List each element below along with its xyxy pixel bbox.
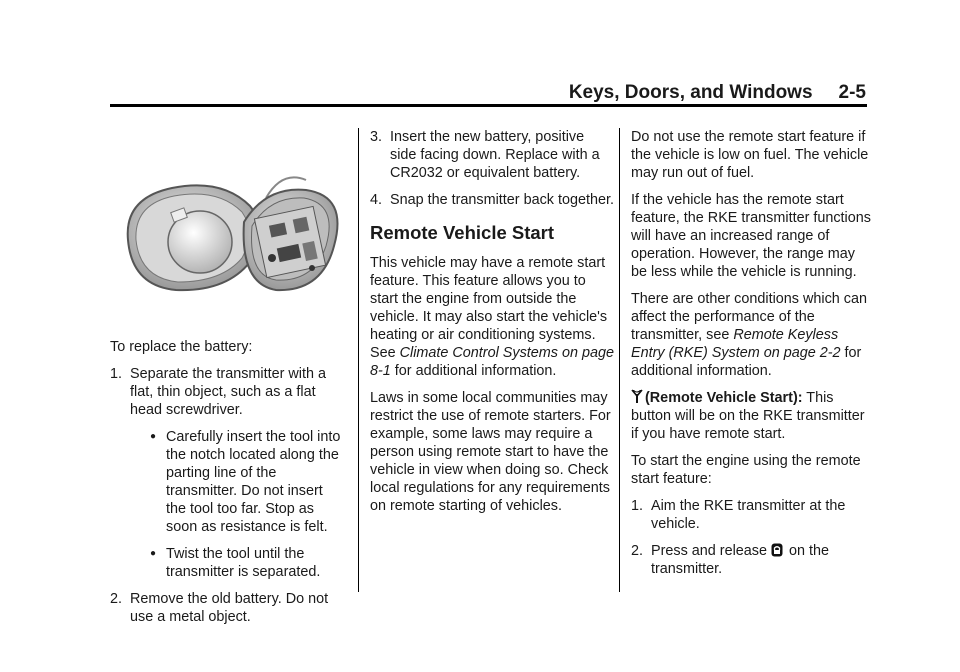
bullet-2 (110, 545, 345, 581)
step-text: Aim the RKE transmitter at the vehicle. (651, 498, 846, 532)
step-text: Remove the old battery. Do not use a metal object. (130, 591, 329, 625)
step-number: 2. (631, 543, 644, 559)
bullet-text: Carefully insert the tool into the notch located along the parting line of the transmitter. Do not insert the tool too far. Stop as soon as resistance is felt. (166, 429, 341, 535)
lock-icon (771, 543, 783, 557)
paragraph-2: Laws in some local communities may restrict the use of remote starters. For example, some laws may require a person using remote start to have the vehicle in view when doing so. Check local regulations for any requirements on remote starting of vehicles. (370, 390, 611, 514)
section-title: Keys, Doors, and Windows (568, 82, 813, 103)
paragraph-3: There are other conditions which can affect the performance of the transmitter, see Remote Keyless Entry (RKE) System on page 2-2 for additional information. (631, 291, 867, 379)
step-1 (631, 497, 871, 533)
column-1 (110, 158, 345, 635)
step-3 (370, 128, 614, 182)
step-number: 4. (370, 192, 383, 208)
column-2 (370, 128, 614, 524)
transmitter-illustration (110, 158, 344, 318)
header-rule (110, 104, 867, 107)
step-number: 2. (110, 591, 123, 607)
bullet-icon: ● (150, 431, 157, 442)
step-1 (110, 365, 345, 419)
step-4 (370, 191, 614, 209)
bullet-text: Twist the tool until the transmitter is separated. (166, 546, 321, 580)
page-number: 2-5 (838, 82, 866, 103)
column-3 (631, 128, 871, 587)
paragraph-4: (Remote Vehicle Start): This button will be on the RKE transmitter if you have remote start. (631, 390, 865, 442)
paragraph-5: To start the engine using the remote start feature: (631, 453, 861, 487)
button-label: (Remote Vehicle Start): (645, 390, 803, 406)
section-heading: Remote Vehicle Start (370, 222, 555, 243)
cross-reference-link[interactable]: Remote Keyless Entry (RKE) System on page 2-2 (631, 327, 841, 361)
paragraph-1: This vehicle may have a remote start feature. This feature allows you to start the engine from outside the vehicle. It may also start the vehicle's heating or air conditioning systems. See Climate Control Systems on page 8-1 for additional information. (370, 255, 614, 379)
paragraph-1: Do not use the remote start feature if the vehicle is low on fuel. The vehicle may run out of fuel. (631, 129, 869, 181)
page-header (569, 82, 866, 104)
cross-reference-link[interactable]: Climate Control Systems on page 8-1 (370, 345, 614, 379)
bullet-icon: ● (150, 548, 157, 559)
step-text: Snap the transmitter back together. (390, 192, 614, 208)
bullet-1 (110, 428, 345, 536)
column-divider-1 (358, 128, 359, 592)
step-number: 1. (631, 498, 644, 514)
step-2 (110, 590, 345, 626)
paragraph-2: If the vehicle has the remote start feature, the RKE transmitter functions will have an increased range of operation. However, the range may be less while the vehicle is running. (631, 192, 871, 280)
step-text: Insert the new battery, positive side facing down. Replace with a CR2032 or equivalent battery. (390, 129, 600, 181)
step-number: 1. (110, 366, 123, 382)
intro-text: To replace the battery: (110, 339, 253, 355)
step-text: Separate the transmitter with a flat, thin object, such as a flat head screwdriver. (130, 366, 326, 418)
step-2: 2. Press and release on the transmitter. (631, 543, 830, 577)
remote-start-icon (631, 389, 643, 404)
step-number: 3. (370, 129, 383, 145)
column-divider-2 (619, 128, 620, 592)
